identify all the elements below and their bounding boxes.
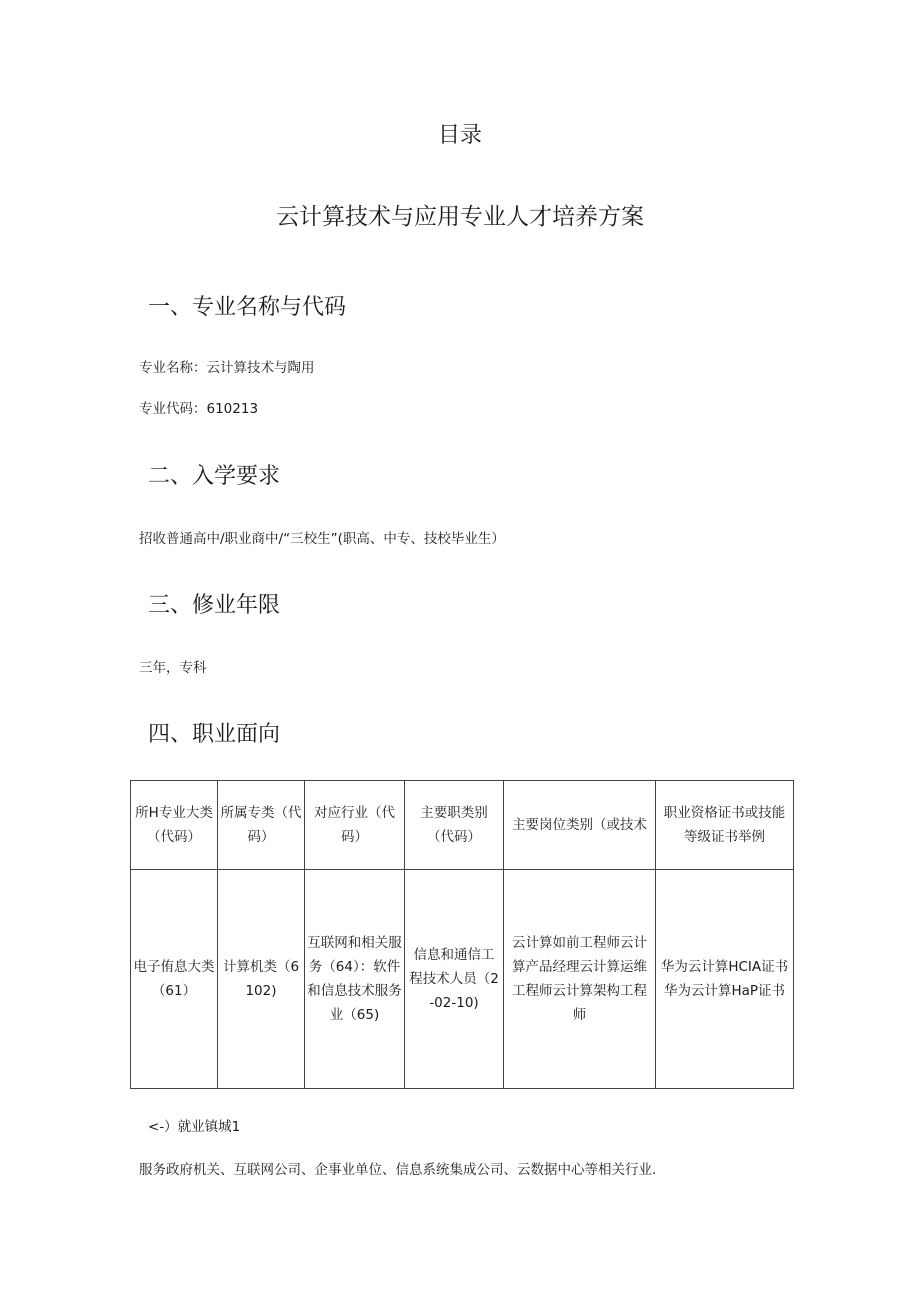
cell-industry: 互联网和相关服务（64）：软件和信息技术服务业（65)	[305, 870, 405, 1089]
section-heading-3: 三、修业年限	[148, 593, 281, 618]
admission-line: 招收普通高中/职业商中/“三校生”(职高、中专、技校毕业生）	[139, 531, 505, 547]
header-cell-major-category: 所H专业大类（代码）	[131, 781, 218, 870]
section-heading-1: 一、专业名称与代码	[148, 295, 347, 320]
major-code-line: 专业代码：610213	[139, 401, 259, 417]
section-heading-4: 四、职业面向	[148, 722, 281, 747]
employment-text: 服务政府机关、互联网公司、企事业单位、信息系统集成公司、云数据中心等相关行业.	[139, 1162, 657, 1178]
duration-line: 三年，专科	[139, 660, 207, 676]
header-cell-industry: 对应行业（代码）	[305, 781, 405, 870]
table-row	[131, 870, 794, 1089]
cell-certificates: 华为云计算HCIA证书华为云计算HaP证书	[656, 870, 794, 1089]
document-title: 云计算技术与应用专业人才培养方案	[276, 204, 644, 230]
cell-major-category: 电子侑息大类（61）	[131, 870, 218, 1089]
table-header-row	[131, 781, 794, 870]
cell-occupation: 信息和通信工程技术人员（2-02-10)	[405, 870, 504, 1089]
header-cell-major-class: 所属专类（代码）	[218, 781, 305, 870]
toc-title: 目录	[437, 123, 482, 148]
header-cell-occupation: 主要职类别（代码）	[405, 781, 504, 870]
employment-subheading: <-）就业镇城1	[148, 1119, 241, 1135]
header-cell-positions: 主要岗位类别（或技术	[504, 781, 656, 870]
cell-positions: 云计算如前工程师云计算产品经理云计算运维工程师云计算架构工程师	[504, 870, 656, 1089]
header-cell-certificates: 职业资格证书或技能等级证书举例	[656, 781, 794, 870]
occupation-table	[130, 780, 794, 1089]
major-name-line: 专业名称：云计算技术与陶用	[139, 360, 315, 376]
section-heading-2: 二、入学要求	[148, 464, 281, 489]
cell-major-class: 计算机类（6102)	[218, 870, 305, 1089]
